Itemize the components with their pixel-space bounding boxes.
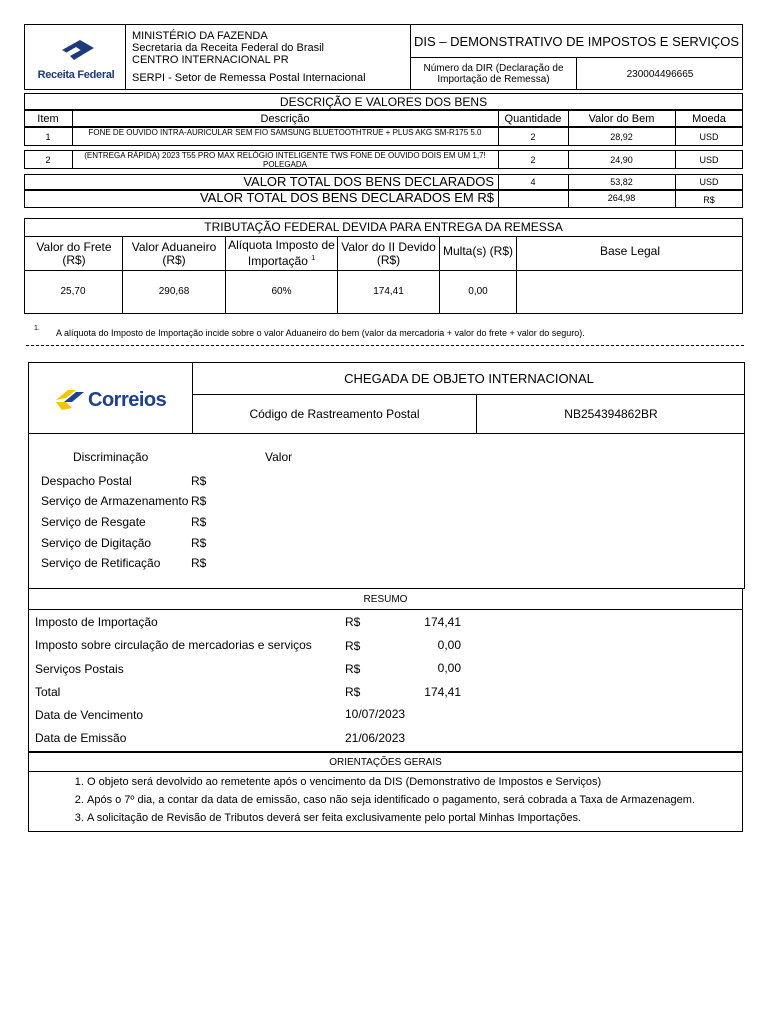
bens-total-qty: 4 [530, 177, 536, 187]
trib-col-aduaneiro: Valor Aduaneiro (R$) [131, 239, 217, 267]
bens-col-descricao: Descrição [260, 112, 310, 125]
document-title: DIS – DEMONSTRATIVO DE IMPOSTOS E SERVIÇOS [413, 33, 740, 49]
valor-label: Valor [265, 450, 293, 464]
dir-label: Número da DIR (Declaração de Importação de Remessa) [423, 63, 564, 85]
resumo-row-value: 174,41 [424, 685, 461, 699]
service-currency: R$ [191, 556, 207, 570]
resumo-row-value: 174,41 [424, 615, 461, 629]
centro-name: CENTRO INTERNACIONAL PR [132, 54, 289, 66]
resumo-row-value: 0,00 [437, 638, 461, 652]
receita-federal-logo [36, 36, 116, 80]
row2-quantidade: 2 [530, 154, 536, 165]
resumo-row-label: Imposto de Importação [35, 615, 158, 629]
orientacoes-list [35, 776, 740, 830]
orientacao-item: 2. Após o 7º dia, a contar da data de emissão, caso não seja identificado o pagamento, será cobrada a Taxa de Armazenagem. [87, 794, 740, 807]
resumo-row-label: Imposto sobre circulação de mercadorias e serviços [35, 638, 312, 652]
trib-aliquota-value: 60% [271, 286, 292, 297]
resumo-hsep [28, 609, 743, 610]
footnote-text: A alíquota do Imposto de Importação incide sobre o valor Aduaneiro do bem (valor da mercadoria + valor do frete + valor do seguro). [56, 328, 585, 338]
bens-col-quantidade: Quantidade [504, 112, 562, 125]
service-label: Serviço de Resgate [41, 515, 146, 529]
tracking-label: Código de Rastreamento Postal [249, 407, 420, 421]
emissao-value: 21/06/2023 [345, 731, 406, 745]
trib-col-aliquota-sup: 1 [311, 255, 316, 262]
emissao-label: Data de Emissão [35, 731, 127, 745]
correios-title: CHEGADA DE OBJETO INTERNACIONAL [344, 371, 594, 386]
resumo-row-currency: R$ [345, 615, 361, 629]
row2-moeda: USD [699, 154, 719, 165]
correios-arrows-icon [54, 388, 86, 412]
bens-title: DESCRIÇÃO E VALORES DOS BENS [24, 93, 743, 110]
setor-name: SERPI - Setor de Remessa Postal Internacional [132, 72, 366, 84]
resumo-row-currency: R$ [345, 685, 361, 699]
discriminacao-label: Discriminação [73, 450, 149, 464]
resumo-title: RESUMO [363, 593, 408, 605]
correios-logo [54, 386, 174, 414]
trib-col-frete: Valor do Frete (R$) [36, 239, 112, 267]
bens-total-brl-value: 264,98 [607, 193, 636, 203]
tributacao-title: TRIBUTAÇÃO FEDERAL DEVIDA PARA ENTREGA DA REMESSA [204, 220, 563, 234]
trib-aduaneiro-value: 290,68 [158, 286, 190, 297]
row1-moeda: USD [699, 131, 719, 142]
row2-valor: 24,90 [610, 154, 633, 165]
resumo-row-value: 0,00 [437, 661, 461, 675]
secretaria-name: Secretaria da Receita Federal do Brasil [132, 42, 324, 54]
bens-total-currency: USD [699, 177, 719, 187]
bens-total-label: VALOR TOTAL DOS BENS DECLARADOS [243, 174, 494, 189]
bens-total-value: 53,82 [610, 177, 633, 187]
vencimento-value: 10/07/2023 [345, 707, 406, 721]
row1-valor: 28,92 [610, 131, 633, 142]
trib-col-base: Base Legal [599, 244, 661, 258]
trib-col-multa: Multa(s) (R$) [442, 244, 513, 258]
orientacao-item: 3. A solicitação de Revisão de Tributos deverá ser feita exclusivamente pelo portal Minhas Importações. [87, 812, 740, 825]
footnote-marker: 1. [34, 325, 40, 332]
resumo-row-label: Total [35, 685, 61, 699]
vencimento-label: Data de Vencimento [35, 708, 144, 722]
trib-multa-value: 0,00 [468, 286, 488, 297]
row2-sep-1 [72, 150, 73, 169]
tracking-code: NB254394862BR [564, 407, 658, 421]
resumo-row-label: Serviços Postais [35, 662, 124, 676]
service-currency: R$ [191, 474, 207, 488]
resumo-row-currency: R$ [345, 662, 361, 676]
bens-total-brl-label: VALOR TOTAL DOS BENS DECLARADOS EM R$ [199, 190, 494, 205]
row1-sep-1 [72, 127, 73, 146]
trib-ii-value: 174,41 [373, 286, 404, 297]
trib-col-ii: Valor do II Devido (R$) [341, 239, 436, 267]
receita-federal-logo-text: Receita Federal [37, 69, 115, 81]
row2-descricao: (ENTREGA RÁPIDA) 2023 T55 PRO MAX RELÓGIO INTELIGENTE TWS FONE DE OUVIDO DOIS EM UM 1,7! POLEGADA [84, 151, 486, 168]
orientacoes-title: ORIENTAÇÕES GERAIS [329, 756, 442, 768]
service-label: Serviço de Retificação [41, 556, 161, 570]
trib-col-aliquota-label: Alíquota Imposto de Importação [228, 238, 335, 268]
trib-frete-value: 25,70 [60, 286, 86, 297]
resumo-box [28, 588, 743, 752]
service-label: Despacho Postal [41, 474, 132, 488]
header-org-block [132, 30, 408, 84]
trib-col-aliquota [226, 237, 337, 270]
service-currency: R$ [191, 515, 207, 529]
cut-line [26, 345, 744, 346]
bens-col-item: Item [37, 112, 59, 125]
service-label: Serviço de Digitação [41, 536, 152, 550]
row1-item: 1 [45, 131, 51, 142]
correios-hsep-2 [28, 433, 745, 434]
row1-quantidade: 2 [530, 131, 536, 142]
ministry-name: MINISTÉRIO DA FAZENDA [132, 30, 268, 42]
bens-total-brl-currency: R$ [703, 195, 715, 205]
service-label: Serviço de Armazenamento [41, 494, 189, 508]
orientacoes-hsep [28, 771, 743, 772]
service-currency: R$ [191, 536, 207, 550]
service-currency: R$ [191, 494, 207, 508]
header-divider-1 [125, 24, 126, 90]
receita-federal-emblem-icon [36, 36, 116, 66]
row2-item: 2 [45, 154, 51, 165]
bens-col-moeda: Moeda [692, 112, 726, 125]
resumo-row-currency: R$ [345, 639, 361, 653]
bens-col-valor: Valor do Bem [588, 112, 655, 125]
row1-descricao: FONE DE OUVIDO INTRA-AURICULAR SEM FIO SAMSUNG BLUETOOTHTRUE + PLUS AKG SM-R175 5.0 [88, 128, 482, 137]
correios-logo-text: Correios [88, 388, 167, 411]
dir-number: 230004496665 [626, 68, 694, 80]
trib-base-value [517, 271, 743, 312]
orientacao-item: 1. O objeto será devolvido ao remetente após o vencimento da DIS (Demonstrativo de Impostos e Serviços) [87, 776, 740, 789]
